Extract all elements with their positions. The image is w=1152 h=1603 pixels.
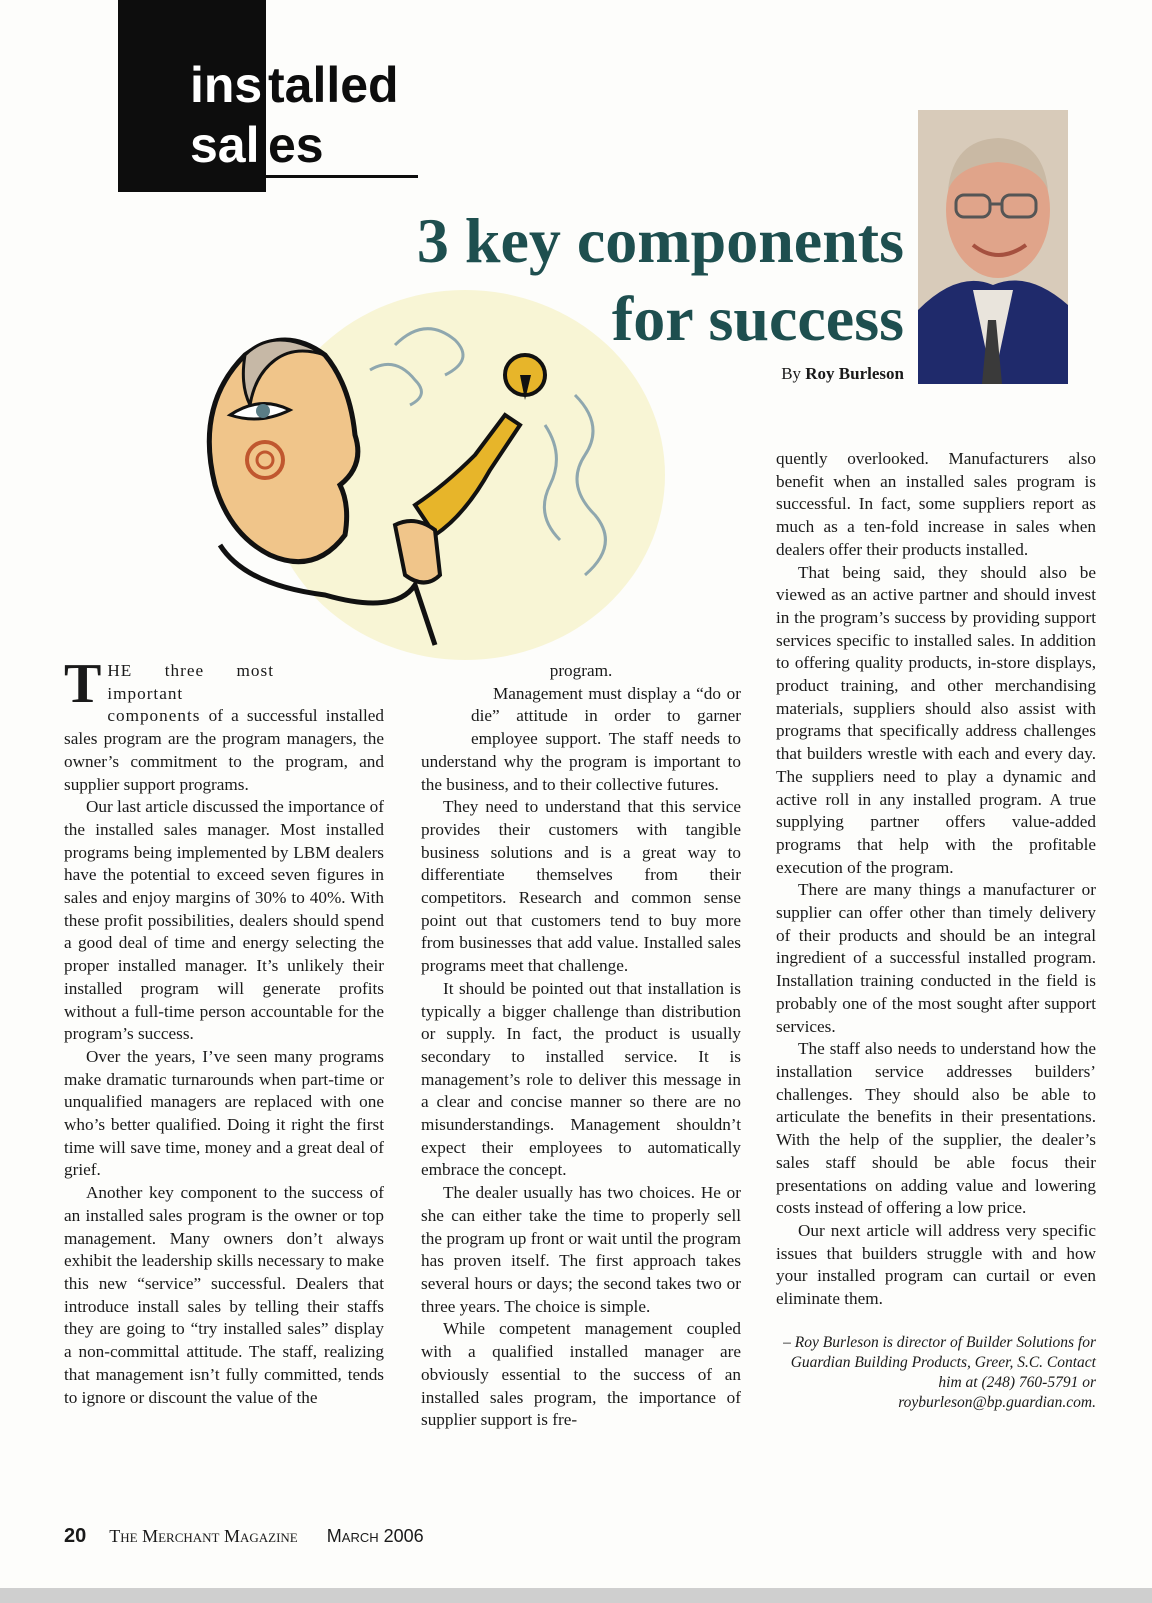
logo-part: ins <box>190 58 263 112</box>
article-paragraph: That being said, they should also be viewed as an active partner and should invest in the program’s success by providing support services specific to installed sales. In addition to offering quality products, in-store displays, product training, and other merchandising materials, suppliers should also assist with programs that specifically address challenges that builders wrestle with each and every day. The suppliers need to play a dynamic and active roll in any installed program. A true supplying partner offers value-added programs that help with the profitable execution of the program. <box>776 562 1096 877</box>
section-logo-line1 <box>190 58 399 112</box>
logo-part: sal <box>190 118 260 172</box>
article-column-1 <box>64 653 384 1409</box>
page-footer <box>64 1525 764 1555</box>
head-with-key-icon <box>175 285 665 675</box>
key-illustration <box>175 285 665 675</box>
article-paragraph: The dealer usually has two choices. He or she can either take the time to properly sell the program up front or wait until the program has proven itself. The first approach takes several hours or days; the second takes two or three years. The choice is simple. <box>421 1183 741 1316</box>
issue-date: March 2006 <box>326 1526 424 1546</box>
lead-rest: of a successful installed sales program are the program managers, the owner’s commitment to the program, and supplier support programs. <box>64 706 384 794</box>
article-paragraph: They need to understand that this service provides their customers with tangible business solutions and is a great way to differentiate themselves from their competitors. Research and common sense point out that customers tend to buy more from businesses that add value. Installed sales programs meet that challenge. <box>421 797 741 976</box>
article-paragraph: Our next article will address very specific issues that builders struggle with and how your installed program can curtail or even eliminate them. <box>776 1220 1096 1309</box>
article-paragraph: It should be pointed out that installation is typically a bigger challenge than distribution or supply. In fact, the product is usually secondary to installed service. It is management’s role to deliver this message in a clear and concise manner so there are no misunderstandings. Management shouldn’t expect their employees to automatically embrace the concept. <box>421 978 741 1180</box>
article-paragraph: Management must display a “do or die” attitude in order to garner employee support. The staff needs to understand why the program is important to the business, and to their collective futures. <box>421 683 741 794</box>
text-wrap-spacer <box>421 683 471 739</box>
article-column-2 <box>421 660 741 1432</box>
article-paragraph: quently overlooked. Manufacturers also benefit when an installed sales program is successful. In fact, some suppliers report as much as a ten-fold increase in sales when dealers offer their products installed. <box>776 449 1096 559</box>
article-paragraph: Another key component to the success of an installed sales program is the owner or top management. Many owners don’t always exhibit the leadership skills necessary to make this new “service” successful. Dealers that introduce install sales by telling their staffs they are going to “try installed sales” display a non-committal attitude. The staff, realizing that management isn’t fully committed, tends to ignore or discount the value of the <box>64 1183 384 1407</box>
article-column-3 <box>776 448 1096 1413</box>
logo-part: es <box>268 117 324 173</box>
drop-cap: T <box>64 653 102 715</box>
article-paragraph: program. <box>549 661 613 680</box>
author-portrait-icon <box>918 110 1068 384</box>
headline-line2: for success <box>611 283 904 354</box>
byline <box>781 364 904 384</box>
article-paragraph: Our last article discussed the importance of the installed sales manager. Most installed programs being implemented by LBM dealers have the potential to exceed seven figures in sales and enjoy margins of 30% to 40%. With these profit possibilities, dealers should spend a good deal of time and energy selecting the proper installed manager. It’s unlikely their installed program will generate profits without a full-time person accountable for the program’s success. <box>64 797 384 1044</box>
byline-prefix: By <box>781 364 802 383</box>
scan-bottom-edge <box>0 1588 1152 1603</box>
author-signoff: – Roy Burleson is director of Builder Solutions for Guardian Building Products, Greer, S.C. Contact him at (248) 760-5791 or royburleson@bp.guardian.com. <box>783 1333 1096 1411</box>
article-paragraph: While competent management coupled with a qualified installed manager are obviously essential to the success of an installed sales program, the importance of supplier support is fre- <box>421 1319 741 1430</box>
magazine-name: The Merchant Magazine <box>109 1526 298 1546</box>
logo-part: talled <box>268 57 399 113</box>
article-paragraph: There are many things a manufacturer or supplier can offer other than timely delivery of their products and should be an integral ingredient of a successful installed program. Installation training conducted in the field is probably one of the most sought after support services. <box>776 880 1096 1036</box>
section-logo-rule <box>166 175 418 178</box>
headline-line1: 3 key components <box>416 205 904 276</box>
author-photo <box>918 110 1068 384</box>
text-wrap-spacer <box>274 660 384 698</box>
byline-author: Roy Burleson <box>805 364 904 383</box>
section-logo-line2 <box>190 118 324 172</box>
page-number: 20 <box>64 1525 87 1547</box>
lead-in: HE three most important components <box>107 661 274 726</box>
article-paragraph: Over the years, I’ve seen many programs make dramatic turnarounds when part-time or unqualified managers are replaced with one who’s better qualified. Doing it right the first time will save time, money and a great deal of grief. <box>64 1046 384 1180</box>
article-paragraph: The staff also needs to understand how the installation service addresses builders’ challenges. They should also be able to articulate the benefits in their presentations. With the help of the supplier, the dealer’s sales staff should be able focus their presentations on adding value and lowering costs instead of offering a low price. <box>776 1039 1096 1218</box>
